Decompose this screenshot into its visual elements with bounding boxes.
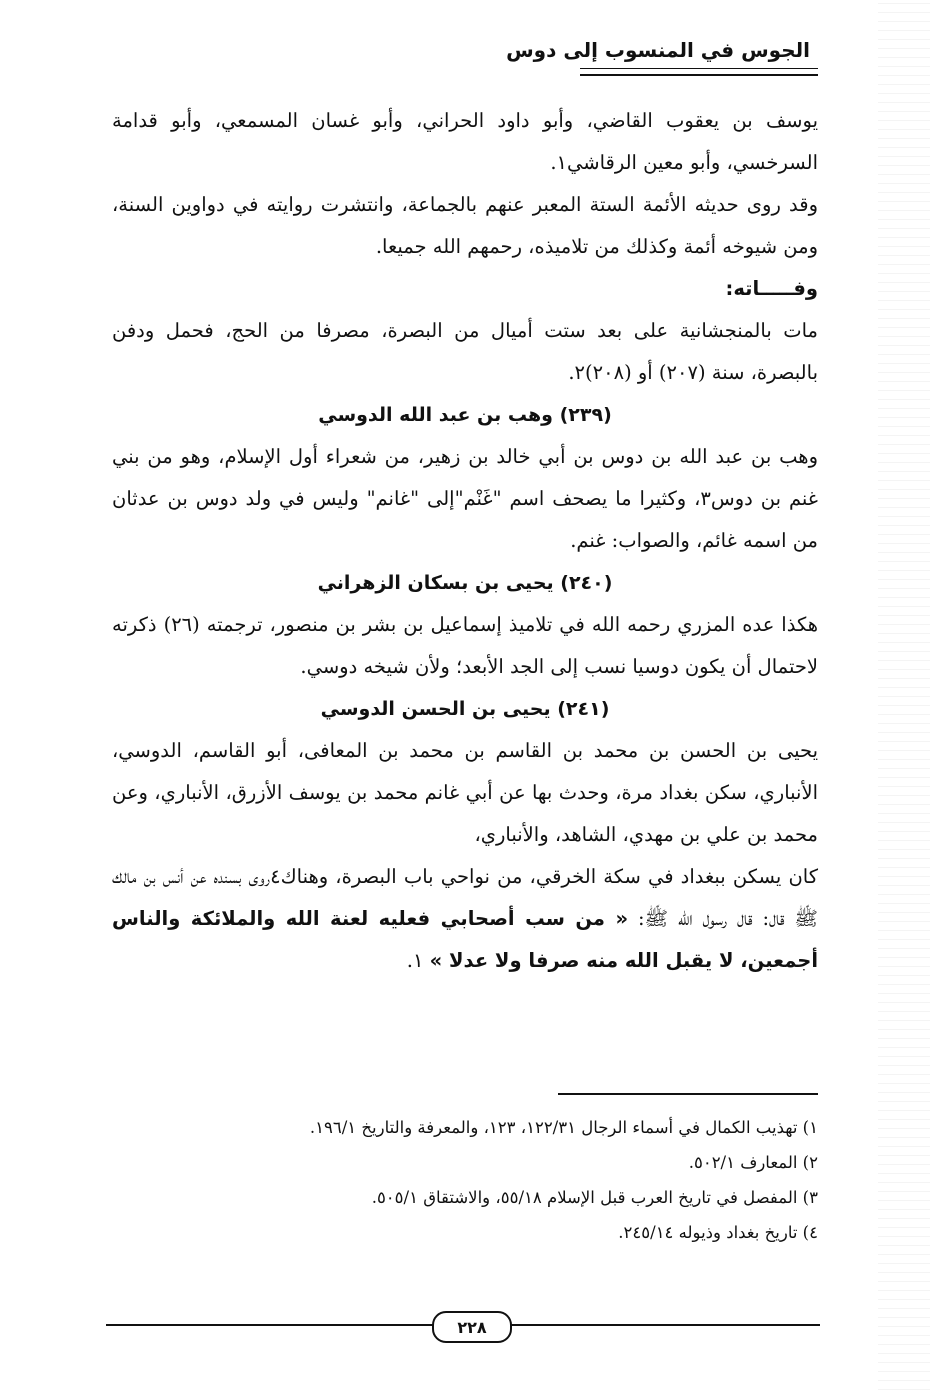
paragraph-hadith-narration: وقد روى حديثه الأئمة الستة المعبر عنهم بالجماعة، وانتشرت روايته في دواوين السنة، ومن شيوخه أئمة وكذلك من تلاميذه، رحمهم الله جميعا. <box>112 193 818 258</box>
footnote-item: ٢) المعارف ٥٠٢/١. <box>688 1153 818 1172</box>
paragraph-hadith <box>112 856 818 982</box>
page-number: ٢٢٨ <box>432 1311 512 1343</box>
hadith-intro: كان يسكن ببغداد في سكة الخرقي، من نواحي باب البصرة، وهناك٤روى بسنده عن أنس بن مالك ﷺ قال: قال رسول الله ﷺ: <box>112 865 819 930</box>
paragraph-death: مات بالمنجشانية على بعد ستت أميال من البصرة، مصرفا من الحج، فحمل ودفن بالبصرة، سنة (٢٠٧) أو (٢٠٨)٢. <box>112 319 818 384</box>
entry-heading-239: (٢٣٩) وهب بن عبد الله الدوسي <box>318 404 612 426</box>
paragraph-narrators: يوسف بن يعقوب القاضي، وأبو داود الحراني، وأبو غسان المسمعي، وأبو قدامة السرخسي، وأبو معين الرقاشي١. <box>112 109 818 174</box>
footnote-item: ٣) المفصل في تاريخ العرب قبل الإسلام ٥٥/١٨، والاشتقاق ٥٠٥/١. <box>371 1188 818 1207</box>
paragraph-wahb: وهب بن عبد الله بن دوس بن أبي خالد بن زهير، من شعراء أول الإسلام، وهو من بني غنم بن دوس٣، وكثيرا ما يصحف اسم "غَنْم"إلى "غانم" وليس في ولد دوس بن عدثان من اسمه غائم، والصواب: غنم. <box>112 445 818 552</box>
scan-edge <box>878 0 930 1397</box>
hadith-text: « من سب أصحابي فعليه لعنة الله والملائكة والناس أجمعين، لا يقبل الله منه صرفا ولا عدلا » <box>112 907 818 972</box>
footnotes <box>112 1110 818 1250</box>
header-underline <box>580 68 818 76</box>
main-text <box>112 100 818 982</box>
hadith-footnote-ref: ١. <box>406 949 424 972</box>
entry-heading-241: (٢٤١) يحيى بن الحسن الدوسي <box>320 698 610 720</box>
death-subheading: وفـــــاته: <box>725 277 818 300</box>
paragraph-yahya-dawsi: يحيى بن الحسن بن محمد بن القاسم بن محمد بن المعافى، أبو القاسم، الدوسي، الأنباري، سكن بغداد مرة، وحدث بها عن أبي غانم محمد بن يوسف الأزرق، الأنباري، وعن محمد بن علي بن مهدي، الشاهد، والأنباري، <box>112 739 819 846</box>
paragraph-yahya-zahrani: هكذا عده المزري رحمه الله في تلاميذ إسماعيل بن بشر بن منصور، ترجمته (٢٦) ذكرته لاحتمال أن يكون دوسيا نسب إلى الجد الأبعد؛ ولأن شيخه دوسي. <box>112 613 819 678</box>
running-header-title: الجوس في المنسوب إلى دوس <box>506 38 810 62</box>
footnote-separator <box>558 1093 818 1095</box>
entry-heading-240: (٢٤٠) يحيى بن بسكان الزهراني <box>317 572 613 594</box>
footnote-item: ٤) تاريخ بغداد وذيوله ٢٤٥/١٤. <box>618 1223 818 1242</box>
footnote-item: ١) تهذيب الكمال في أسماء الرجال ١٢٢/٣١، ١٢٣، والمعرفة والتاريخ ١٩٦/١. <box>309 1118 818 1137</box>
